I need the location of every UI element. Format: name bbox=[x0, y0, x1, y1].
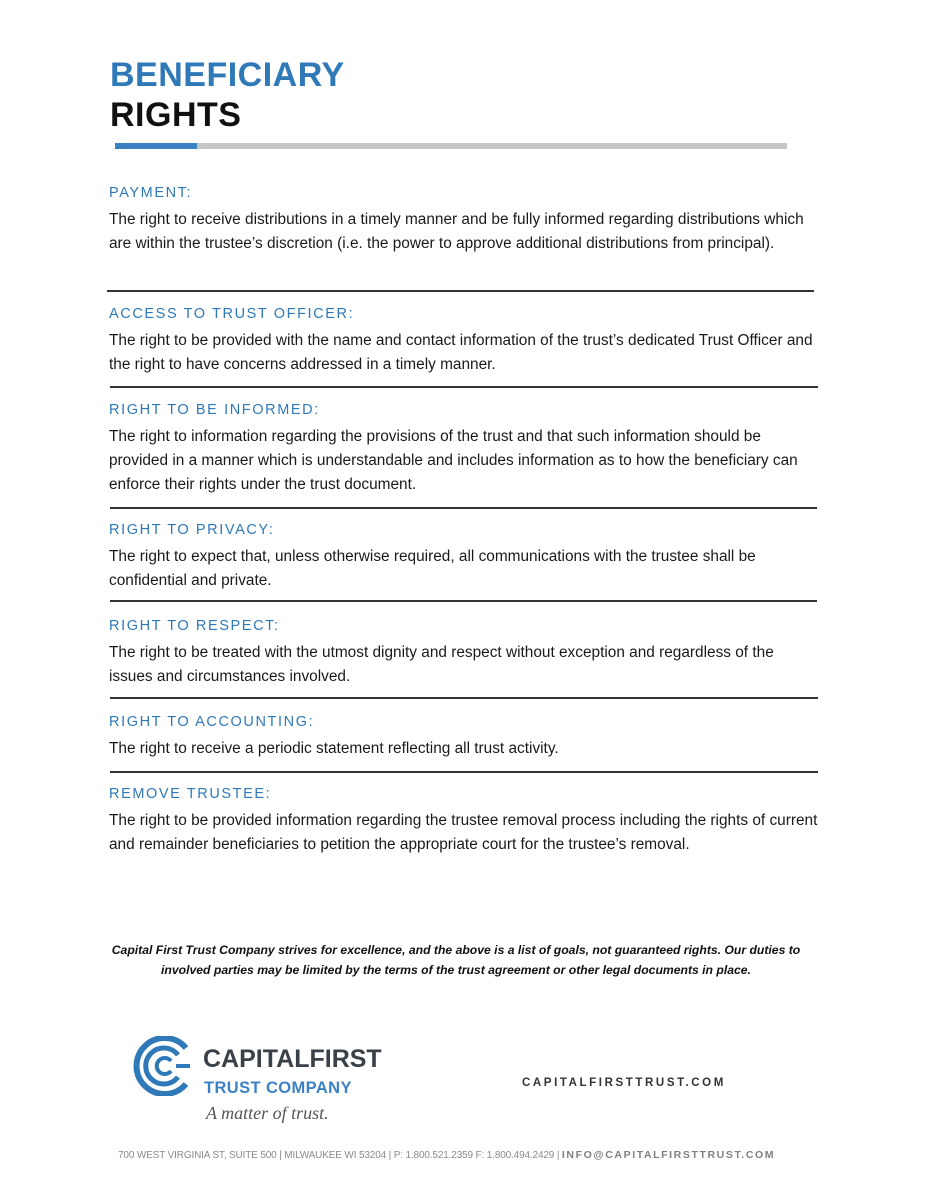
section-heading: RIGHT TO PRIVACY: bbox=[109, 522, 275, 538]
divider bbox=[110, 697, 818, 699]
logo-wordmark bbox=[203, 1045, 382, 1073]
section-heading: RIGHT TO BE INFORMED: bbox=[109, 402, 320, 418]
section-heading: RIGHT TO ACCOUNTING: bbox=[109, 714, 315, 730]
title-underline-accent bbox=[115, 143, 197, 149]
page-title-line1: BENEFICIARY bbox=[110, 56, 345, 94]
footer-address: 700 WEST VIRGINIA ST, SUITE 500 | MILWAUKEE WI 53204 | P: 1.800.521.2359 F: 1.800.494.2429 | bbox=[118, 1150, 560, 1161]
divider bbox=[110, 507, 817, 509]
footer-contact bbox=[118, 1148, 775, 1163]
section-heading: REMOVE TRUSTEE: bbox=[109, 786, 272, 802]
logo-tagline: A matter of trust. bbox=[206, 1103, 329, 1123]
footer-email[interactable]: INFO@CAPITALFIRSTTRUST.COM bbox=[561, 1149, 776, 1161]
title-underline bbox=[115, 143, 787, 149]
section-heading: ACCESS TO TRUST OFFICER: bbox=[109, 306, 355, 322]
section-access-to-trust-officer bbox=[109, 305, 821, 377]
disclaimer-text: Capital First Trust Company strives for excellence, and the above is a list of goals, not guaranteed rights. Our duties to involved parties may be limited by the terms of the trust agreement or other legal documents in place. bbox=[111, 943, 801, 977]
page-title-line2: RIGHTS bbox=[110, 96, 242, 134]
section-remove-trustee bbox=[109, 785, 821, 857]
section-body: The right to be treated with the utmost dignity and respect without exception and regardless of the issues and circumstances involved. bbox=[109, 644, 774, 685]
divider bbox=[107, 290, 814, 292]
logo-subtitle: TRUST COMPANY bbox=[204, 1079, 352, 1097]
divider bbox=[110, 771, 818, 773]
website-url[interactable]: CAPITALFIRSTTRUST.COM bbox=[522, 1077, 726, 1089]
section-heading: RIGHT TO RESPECT: bbox=[109, 618, 280, 634]
section-body: The right to be provided with the name and contact information of the trust’s dedicated Trust Officer and the right to have concerns addressed in a timely manner. bbox=[109, 332, 813, 373]
section-heading: PAYMENT: bbox=[109, 185, 193, 201]
section-right-to-accounting bbox=[109, 713, 821, 761]
section-body: The right to receive a periodic statement reflecting all trust activity. bbox=[109, 740, 559, 757]
section-payment bbox=[109, 184, 821, 256]
section-body: The right to information regarding the provisions of the trust and that such information should be provided in a manner which is understandable and includes information as to how the beneficiary can enforce their rights under the trust document. bbox=[109, 428, 798, 493]
divider bbox=[110, 386, 818, 388]
logo-mark-icon bbox=[132, 1036, 198, 1096]
section-body: The right to receive distributions in a timely manner and be fully informed regarding distributions which are within the trustee’s discretion (i.e. the power to approve additional distributions from principal). bbox=[109, 211, 804, 252]
logo-wordmark-first: FIRST bbox=[309, 1045, 382, 1073]
section-body: The right to expect that, unless otherwise required, all communications with the trustee shall be confidential and private. bbox=[109, 548, 756, 589]
section-right-to-respect bbox=[109, 617, 821, 689]
divider bbox=[110, 600, 817, 602]
section-right-to-be-informed bbox=[109, 401, 821, 497]
section-right-to-privacy bbox=[109, 521, 821, 593]
section-body: The right to be provided information regarding the trustee removal process including the rights of current and remainder beneficiaries to petition the appropriate court for the trustee’s removal. bbox=[109, 812, 818, 853]
logo-wordmark-capital: CAPITAL bbox=[203, 1045, 310, 1073]
